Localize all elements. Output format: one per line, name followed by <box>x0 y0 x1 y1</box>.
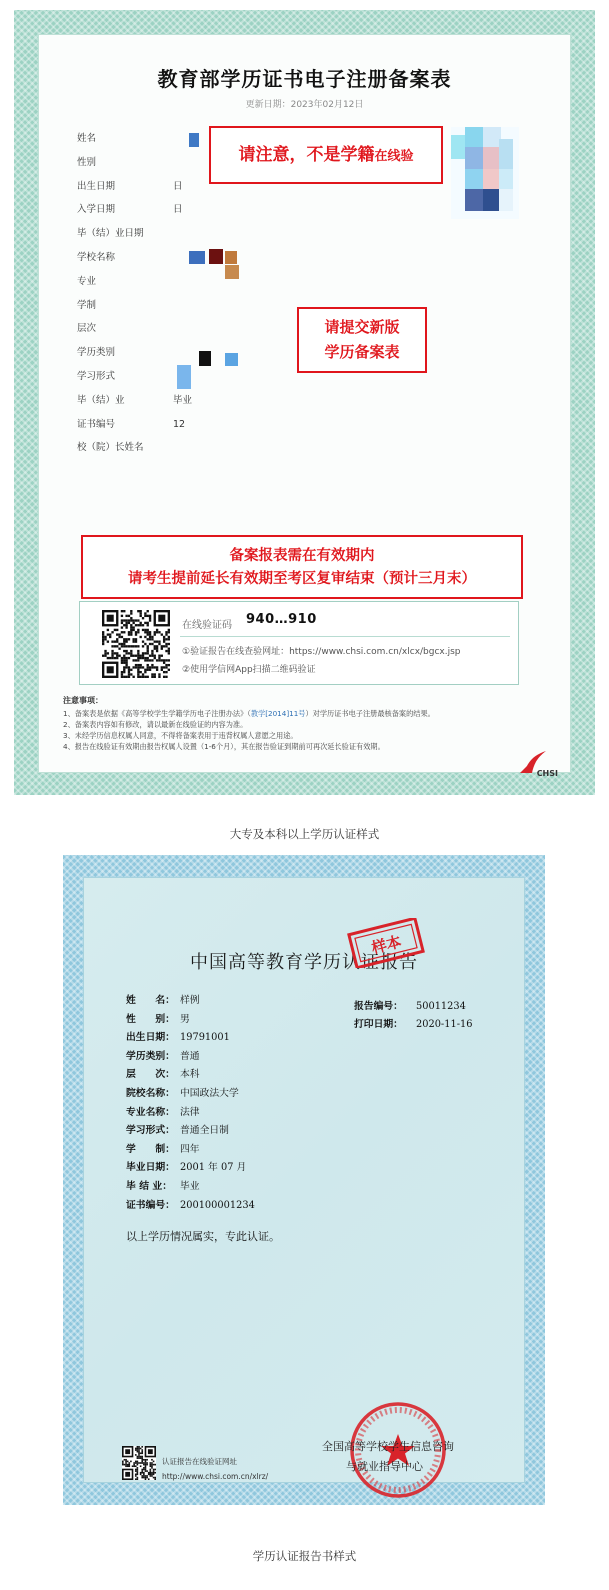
field-row <box>77 226 317 250</box>
notes-title: 注意事项： <box>63 696 103 705</box>
report-number-value: 50011234 <box>416 1001 466 1012</box>
field-row <box>126 1180 366 1199</box>
field-label: 学校名称 <box>77 251 116 263</box>
field-row <box>126 1050 366 1069</box>
redaction-mosaic <box>199 351 211 366</box>
qr-verify-url[interactable]: http://www.chsi.com.cn/xlrz/ <box>162 1472 269 1481</box>
notice-small-text: 在线验 <box>374 149 414 164</box>
notice-line: 备案报表需在有效期内 <box>229 548 375 564</box>
notes-section <box>63 695 543 752</box>
field-label: 院校名称： <box>126 1087 175 1099</box>
note-item <box>63 708 543 719</box>
field-value: 普通全日制 <box>180 1125 229 1137</box>
field-row <box>77 393 317 417</box>
field-row <box>77 321 317 345</box>
issuer-line-2: 与就业指导中心 <box>346 1460 423 1473</box>
note-text: 2、备案表内容如有修改，请以最新在线验证的内容为准。 <box>63 720 248 729</box>
field-row <box>77 369 317 393</box>
notice-line: 学历备案表 <box>324 343 400 361</box>
field-label: 出生日期： <box>126 1032 175 1044</box>
field-value: 样例 <box>180 995 200 1006</box>
note-item <box>63 719 543 730</box>
field-label: 学历类别 <box>77 347 116 359</box>
field-label: 层次 <box>77 323 97 335</box>
field-label: 证书编号： <box>126 1199 175 1211</box>
field-row <box>126 1087 366 1106</box>
report-title: 中国高等教育学历认证报告 <box>190 952 418 973</box>
field-row <box>77 345 317 369</box>
caption-registration-form: 大专及本科以上学历认证样式 <box>229 827 380 841</box>
photo-redacted <box>451 127 519 219</box>
certificate-paper <box>83 877 525 1483</box>
redaction-mosaic <box>225 265 239 279</box>
field-row <box>126 1161 366 1180</box>
notice-line: 请提交新版 <box>324 318 400 336</box>
field-label: 性别 <box>77 156 97 168</box>
qr-verify-label: 认证报告在线验证网址 <box>162 1457 237 1466</box>
qr-code-icon[interactable] <box>122 1446 156 1480</box>
note-text: 4、报告在线验证有效期由报告权属人设置（1-6个月），其在报告验证到期前可再次延长验证有效期。 <box>63 742 385 751</box>
online-verification-box <box>79 601 519 685</box>
verify-app-line: ②使用学信网App扫描二维码验证 <box>182 665 316 675</box>
field-row <box>77 298 317 322</box>
field-value: 200100001234 <box>180 1199 255 1211</box>
verify-code: 940…910 <box>246 612 317 627</box>
note-text: 1、备案表是依据《高等学校学生学籍学历电子注册办法》（ <box>63 709 251 718</box>
field-row <box>126 1106 366 1125</box>
field-value: 19791001 <box>180 1032 230 1044</box>
update-date: 更新日期：2023年02月12日 <box>245 100 364 110</box>
field-value: 普通 <box>180 1050 200 1062</box>
redaction-mosaic <box>177 365 191 389</box>
caption-verification-report: 学历认证报告书样式 <box>252 1549 357 1563</box>
field-row <box>77 440 317 464</box>
field-label: 性 别： <box>126 1013 175 1025</box>
verification-report-certificate <box>63 855 545 1505</box>
field-value: 中国政法大学 <box>180 1087 239 1099</box>
field-label: 毕（结）业 <box>77 394 125 406</box>
print-date-label: 打印日期： <box>354 1019 403 1030</box>
sample-stamp-text: 样本 <box>369 932 404 958</box>
redaction-mosaic <box>189 133 199 147</box>
field-row <box>77 202 317 226</box>
verify-url-line[interactable]: ①验证报告在线查验网址：https://www.chsi.com.cn/xlcx/bgcx.jsp <box>182 647 461 657</box>
chsi-logo-text: CHSI <box>536 769 558 778</box>
field-row <box>126 1124 366 1143</box>
field-label: 毕 结 业： <box>126 1180 173 1192</box>
redaction-mosaic <box>225 353 238 366</box>
note-text: 3、未经学历信息权属人同意，不得将备案表用于违背权属人意愿之用途。 <box>63 731 298 740</box>
notice-validity-period <box>81 535 523 599</box>
note-text: ）对学历证书电子注册最核备案的结果。 <box>305 709 435 718</box>
field-row <box>126 1199 366 1218</box>
notice-not-student-status <box>209 126 443 184</box>
certificate-title: 教育部学历证书电子注册备案表 <box>157 67 452 91</box>
verify-code-label: 在线验证码 <box>182 620 232 631</box>
field-label: 出生日期 <box>77 180 116 192</box>
field-value: 毕业 <box>180 1180 200 1192</box>
field-row <box>126 1143 366 1162</box>
report-fields <box>126 994 366 1217</box>
field-label: 学制 <box>77 299 97 311</box>
field-row <box>126 1068 366 1087</box>
registration-form-certificate <box>14 10 595 795</box>
print-date-value: 2020-11-16 <box>416 1019 473 1030</box>
report-number-label: 报告编号： <box>354 1001 403 1012</box>
field-label: 层 次： <box>126 1069 175 1081</box>
issuer-line-1: 全国高等学校学生信息咨询 <box>322 1440 454 1453</box>
note-item <box>63 741 543 752</box>
sample-stamp-icon <box>346 918 426 968</box>
field-value: 2001 年 07 月 <box>180 1162 247 1174</box>
field-value: 本科 <box>180 1069 200 1081</box>
qr-code-icon[interactable] <box>102 610 170 678</box>
field-label: 姓名 <box>77 133 97 144</box>
redaction-mosaic <box>209 249 223 264</box>
field-label: 专业 <box>77 275 97 287</box>
field-row <box>77 417 317 441</box>
field-row <box>126 994 366 1013</box>
field-value: 毕业 <box>173 394 193 406</box>
field-label: 学历类别： <box>126 1050 175 1062</box>
field-label: 毕（结）业日期 <box>77 228 144 240</box>
field-row <box>77 274 317 298</box>
field-value: 12 <box>173 418 186 430</box>
notice-line: 请考生提前延长有效期至考区复审结束（预计三月末） <box>128 571 476 587</box>
certification-statement: 以上学历情况属实，专此认证。 <box>126 1230 280 1243</box>
report-number <box>354 998 466 1012</box>
divider <box>180 636 510 637</box>
field-label: 学习形式 <box>77 370 116 382</box>
field-value: 男 <box>180 1013 190 1025</box>
field-value: 法律 <box>180 1106 200 1118</box>
field-label: 入学日期 <box>77 204 116 216</box>
redaction-mosaic <box>189 251 205 264</box>
field-row <box>126 1031 366 1050</box>
field-label: 毕业日期： <box>126 1162 175 1174</box>
certificate-paper <box>38 34 571 778</box>
field-label: 学习形式： <box>126 1125 175 1137</box>
field-value: 四年 <box>180 1143 200 1155</box>
field-row <box>126 1013 366 1032</box>
notice-main-text: 请注意，不是学籍 <box>238 145 375 165</box>
note-link[interactable]: 教学[2014]11号 <box>250 709 306 718</box>
field-label: 专业名称： <box>126 1106 175 1118</box>
field-value: 日 <box>173 204 183 216</box>
field-label: 校（院）长姓名 <box>77 442 144 454</box>
field-label: 姓 名： <box>126 995 175 1006</box>
field-label: 证书编号 <box>77 418 116 430</box>
redaction-mosaic <box>225 251 237 264</box>
print-date <box>354 1016 473 1030</box>
field-value: 日 <box>173 180 183 192</box>
note-item <box>63 730 543 741</box>
field-label: 学 制： <box>126 1143 175 1155</box>
notice-submit-new-form <box>297 307 427 373</box>
